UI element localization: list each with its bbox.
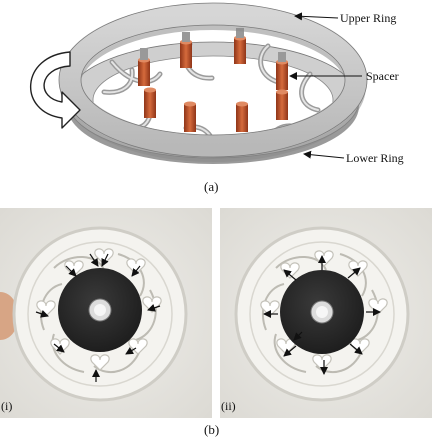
photo-panel-ii <box>220 208 432 418</box>
part-a-model <box>31 3 404 172</box>
caption-a: (a) <box>204 179 219 194</box>
photo-panel-i <box>0 208 212 418</box>
upper-ring <box>59 3 367 172</box>
panel-i-label: (i) <box>1 399 13 413</box>
panel-ii-label: (ii) <box>221 399 236 413</box>
label-lower-ring: Lower Ring <box>346 151 404 165</box>
lower-ring-leader <box>304 154 344 158</box>
caption-b: (b) <box>204 422 220 437</box>
label-spacer: Spacer <box>366 69 399 83</box>
label-upper-ring: Upper Ring <box>340 11 397 25</box>
